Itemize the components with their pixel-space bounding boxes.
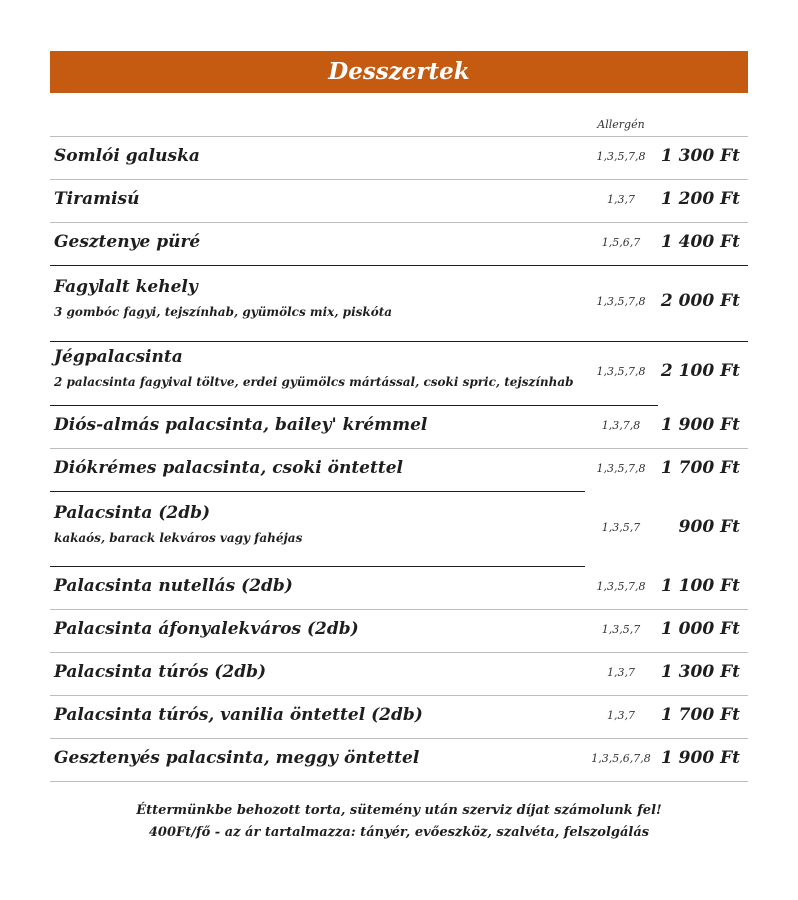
menu-item-allergens: 1,3,7,8 xyxy=(601,419,641,432)
service-fee-line-2: 400Ft/fő - az ár tartalmazza: tányér, evőeszköz, szalvéta, felszolgálás xyxy=(148,825,650,840)
menu-item-row xyxy=(50,405,748,448)
menu-item-allergens: 1,5,6,7 xyxy=(601,236,641,249)
menu-item-price: 1 100 Ft xyxy=(660,576,740,596)
menu-item-allergens: 1,3,5,7,8 xyxy=(596,295,646,308)
menu-item-name: Tiramisú xyxy=(54,189,140,209)
menu-item-row xyxy=(50,179,748,222)
menu-item-row xyxy=(50,609,748,652)
menu-item-row xyxy=(50,738,748,781)
menu-item-row xyxy=(50,491,748,566)
menu-item-price: 1 400 Ft xyxy=(660,232,740,252)
menu-item-row xyxy=(50,695,748,738)
menu-item-price: 1 300 Ft xyxy=(660,662,740,682)
menu-item-name: Palacsinta túrós, vanilia öntettel (2db) xyxy=(54,705,423,725)
menu-item-name: Gesztenyés palacsinta, meggy öntettel xyxy=(54,748,420,768)
menu-item-price: 1 200 Ft xyxy=(660,189,740,209)
menu-item-row xyxy=(50,652,748,695)
menu-item-name: Somlói galuska xyxy=(54,146,200,166)
menu-item-price: 2 100 Ft xyxy=(660,361,740,381)
section-title: Desszertek xyxy=(328,58,470,85)
menu-item-row xyxy=(50,136,748,179)
section-title-bar xyxy=(50,51,748,93)
menu-item-allergens: 1,3,5,7,8 xyxy=(596,462,646,475)
menu-item-price: 900 Ft xyxy=(678,517,740,537)
menu-item-row xyxy=(50,341,748,405)
menu-item-row xyxy=(50,265,748,341)
menu-item-name: Diós-almás palacsinta, bailey' krémmel xyxy=(54,415,428,435)
menu-item-name: Palacsinta (2db) xyxy=(54,503,211,523)
menu-item-name: Gesztenye püré xyxy=(54,232,201,252)
menu-item-description: kakaós, barack lekváros vagy fahéjas xyxy=(54,531,303,545)
menu-item-name: Fagylalt kehely xyxy=(54,277,198,297)
menu-item-allergens: 1,3,5,7 xyxy=(601,623,641,636)
menu-item-separator xyxy=(50,781,748,782)
allergen-column-header: Allergén xyxy=(597,118,645,131)
menu-item-allergens: 1,3,5,7,8 xyxy=(596,580,646,593)
service-fee-line-1: Éttermünkbe behozott torta, sütemény után szerviz díjat számolunk fel! xyxy=(136,803,662,818)
menu-item-allergens: 1,3,5,7,8 xyxy=(596,150,646,163)
menu-item-row xyxy=(50,222,748,265)
menu-item-allergens: 1,3,5,7,8 xyxy=(596,365,646,378)
service-fee-note xyxy=(50,800,748,844)
menu-item-row xyxy=(50,448,748,491)
menu-item-price: 1 300 Ft xyxy=(660,146,740,166)
menu-item-allergens: 1,3,7 xyxy=(607,709,635,722)
menu-item-name: Diókrémes palacsinta, csoki öntettel xyxy=(54,458,403,478)
menu-item-price: 1 900 Ft xyxy=(660,415,740,435)
menu-item-description: 3 gombóc fagyi, tejszínhab, gyümölcs mix, piskóta xyxy=(54,305,393,319)
menu-item-row xyxy=(50,566,748,609)
menu-item-name: Palacsinta nutellás (2db) xyxy=(54,576,293,596)
menu-item-name: Jégpalacsinta xyxy=(54,347,183,367)
menu-item-price: 1 900 Ft xyxy=(660,748,740,768)
menu-item-name: Palacsinta túrós (2db) xyxy=(54,662,267,682)
menu-item-allergens: 1,3,7 xyxy=(607,193,635,206)
menu-item-name: Palacsinta áfonyalekváros (2db) xyxy=(54,619,359,639)
menu-item-allergens: 1,3,7 xyxy=(607,666,635,679)
menu-item-allergens: 1,3,5,7 xyxy=(601,521,641,534)
menu-item-description: 2 palacsinta fagyival töltve, erdei gyümölcs mártással, csoki spric, tejszínhab xyxy=(54,375,574,389)
menu-item-price: 2 000 Ft xyxy=(660,291,740,311)
menu-item-price: 1 700 Ft xyxy=(660,705,740,725)
menu-item-price: 1 000 Ft xyxy=(660,619,740,639)
menu-item-price: 1 700 Ft xyxy=(660,458,740,478)
menu-item-allergens: 1,3,5,6,7,8 xyxy=(591,752,651,765)
